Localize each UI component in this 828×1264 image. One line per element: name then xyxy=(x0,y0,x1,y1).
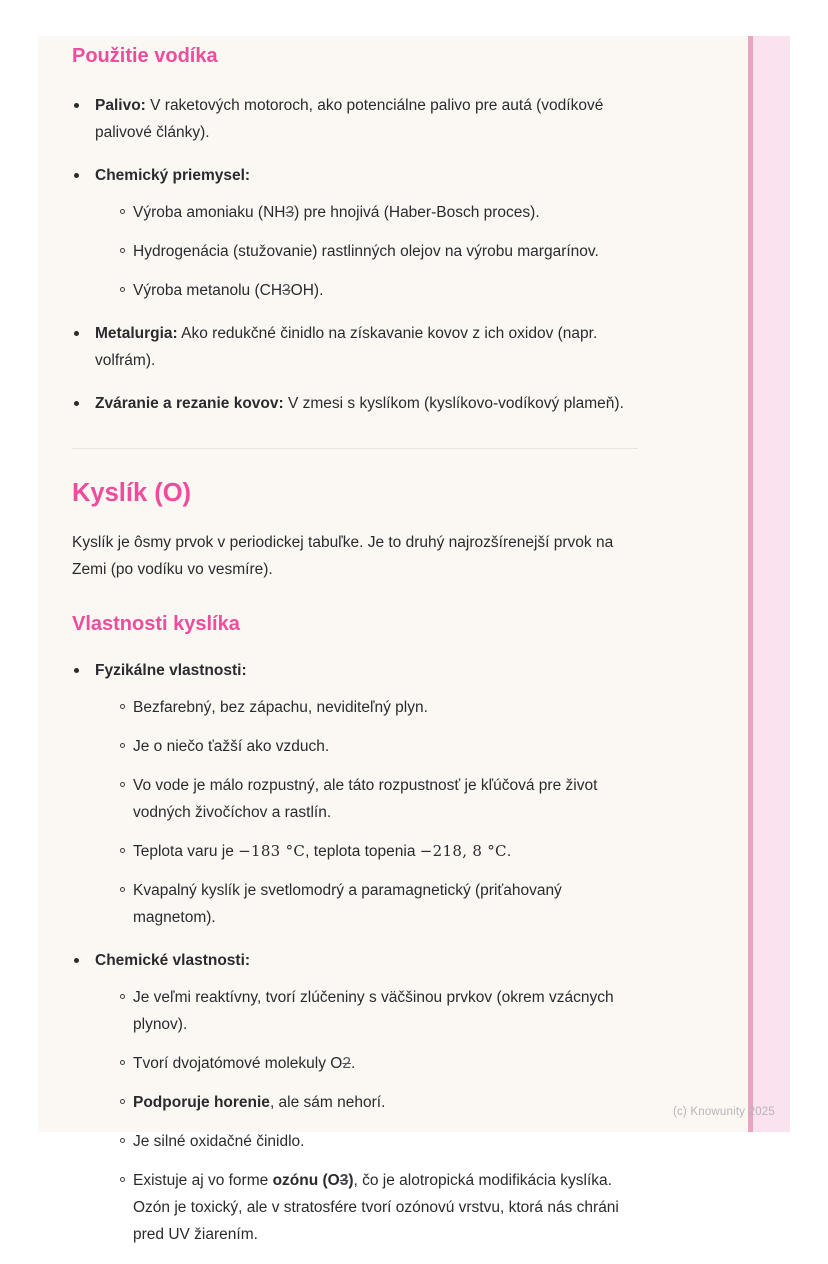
list-item-metanol xyxy=(120,277,599,304)
list-item-text: ) pre hnojivá (Haber-Bosch proces). xyxy=(294,204,540,221)
list-item-text: Je veľmi reaktívny, tvorí zlúčeniny s väčšinou prvkov (okrem vzácnych plynov). xyxy=(133,989,614,1033)
circle-icon xyxy=(120,704,125,709)
list-item-palivo xyxy=(72,92,638,146)
circle-icon xyxy=(120,887,125,892)
list-item-label: Fyzikálne vlastnosti: xyxy=(95,662,247,679)
list-item-text: Hydrogenácia (stužovanie) rastlinných olejov na výrobu margarínov. xyxy=(133,243,599,260)
list-item-text: Výroba metanolu (CH xyxy=(133,282,283,299)
list-item-label: Palivo: xyxy=(95,97,146,114)
circle-icon xyxy=(120,1099,125,1104)
temperature-value: −183 °C xyxy=(238,842,306,860)
list-item-zvaranie xyxy=(72,390,638,417)
list-item-oxidacne xyxy=(120,1128,638,1155)
list-item-label: Chemické vlastnosti: xyxy=(95,952,251,969)
list-item-text: Bezfarebný, bez zápachu, neviditeľný plyn. xyxy=(133,699,428,716)
circle-icon xyxy=(120,1060,125,1065)
list-item-label: Metalurgia: xyxy=(95,325,178,342)
subscript-digit: 3 xyxy=(282,282,291,299)
list-item-amoniak xyxy=(120,199,599,226)
list-item-kvapalny xyxy=(120,877,638,931)
list-item-chemicky-priemysel xyxy=(72,162,638,304)
list-item-label: ozónu (O3) xyxy=(272,1172,354,1189)
list-item-bezfarebny xyxy=(120,694,638,721)
sublist-chemicke xyxy=(95,984,638,1248)
list-item-tazsi xyxy=(120,733,638,760)
divider xyxy=(72,448,638,449)
list-item-label: Chemický priemysel: xyxy=(95,167,251,184)
accent-stripe-line xyxy=(748,36,753,1132)
list-item-metalurgia xyxy=(72,320,638,374)
list-item-text: . xyxy=(506,843,512,860)
list-item-text: Výroba amoniaku (NH xyxy=(133,204,286,221)
circle-icon xyxy=(120,848,125,853)
bullet-icon xyxy=(74,668,79,673)
bullet-icon xyxy=(74,173,79,178)
list-item-reaktivny xyxy=(120,984,638,1038)
sublist-fyzikalne xyxy=(95,694,638,931)
content-card xyxy=(38,36,790,1243)
subscript-digit: 3 xyxy=(339,1172,349,1189)
bullet-icon xyxy=(74,331,79,336)
list-item-rozpustnost xyxy=(120,772,638,826)
section-heading-kyslik: Kyslík (O) xyxy=(72,479,192,507)
section-heading-vlastnosti-kyslika: Vlastnosti kyslíka xyxy=(72,613,240,635)
circle-icon xyxy=(120,287,125,292)
document-content xyxy=(72,36,638,1264)
list-item-label: Podporuje horenie xyxy=(133,1094,270,1111)
list-item-text: Tvorí dvojatómové molekuly O xyxy=(133,1055,343,1072)
circle-icon xyxy=(120,994,125,999)
list-item-text: V zmesi s kyslíkom (kyslíkovo-vodíkový plameň). xyxy=(283,395,624,412)
list-item-text: . xyxy=(350,1055,356,1072)
list-item-text: , čo je alotropická modifikácia kyslíka. Ozón je toxický, ale v stratosfére tvorí ozónovú vrstvu, ktorá nás chráni pred UV žiarením. xyxy=(133,1172,619,1243)
list-item-ozon xyxy=(120,1167,638,1248)
watermark: (c) Knowunity 2025 xyxy=(672,1106,775,1118)
bullet-icon xyxy=(74,103,79,108)
list-item-text: OH). xyxy=(290,282,324,299)
circle-icon xyxy=(120,1138,125,1143)
list-item-text: , teplota topenia xyxy=(305,843,420,860)
list-item-text: Ako redukčné činidlo na získavanie kovov z ich oxidov (napr. volfrám). xyxy=(95,325,598,369)
bullet-icon xyxy=(74,401,79,406)
circle-icon xyxy=(120,743,125,748)
circle-icon xyxy=(120,782,125,787)
list-item-text: , ale sám nehorí. xyxy=(269,1094,386,1111)
section-heading-pouzitie-vodika: Použitie vodíka xyxy=(72,45,218,67)
list-item-fyzikalne xyxy=(72,657,638,931)
temperature-value: −218, 8 °C xyxy=(419,842,507,860)
bullet-icon xyxy=(74,958,79,963)
list-item-text: V raketových motoroch, ako potenciálne palivo pre autá (vodíkové palivové články). xyxy=(95,97,604,141)
list-item-text: Kvapalný kyslík je svetlomodrý a paramagnetický (priťahovaný magnetom). xyxy=(133,882,562,926)
list-item-text: Je o niečo ťažší ako vzduch. xyxy=(133,738,330,755)
list-item-text: Vo vode je málo rozpustný, ale táto rozpustnosť je kľúčová pre život vodných živočíchov a rastlín. xyxy=(133,777,598,821)
list-item-molekuly xyxy=(120,1050,638,1077)
accent-stripe xyxy=(753,36,790,1132)
list-item-chemicke xyxy=(72,947,638,1248)
circle-icon xyxy=(120,1177,125,1182)
list-item-hydrogenacia xyxy=(120,238,599,265)
list-item-teploty xyxy=(120,838,638,865)
circle-icon xyxy=(120,248,125,253)
circle-icon xyxy=(120,209,125,214)
list-item-text: Teplota varu je xyxy=(133,843,239,860)
list-item-label: Zváranie a rezanie kovov: xyxy=(95,395,284,412)
sublist-chemicky xyxy=(95,199,599,304)
subscript-digit: 2 xyxy=(342,1055,351,1072)
list-item-horenie xyxy=(120,1089,638,1116)
list-item-text: Je silné oxidačné činidlo. xyxy=(133,1133,305,1150)
intro-paragraph: Kyslík je ôsmy prvok v periodickej tabuľke. Je to druhý najrozšírenejší prvok na Zemi (po vodíku vo vesmíre). xyxy=(72,534,614,578)
subscript-digit: 3 xyxy=(285,204,295,221)
list-item-text: Existuje aj vo forme xyxy=(133,1172,273,1189)
